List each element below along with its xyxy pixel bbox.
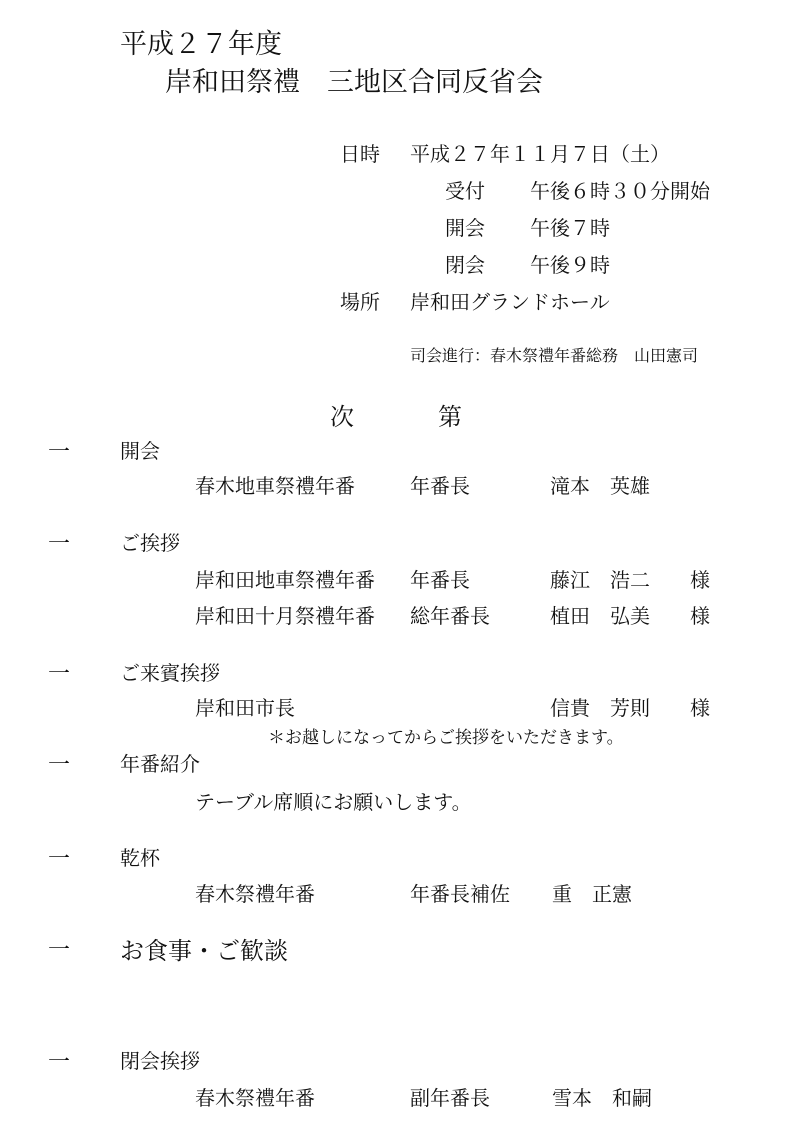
bullet-mark: 一: [48, 662, 71, 687]
section-title: 開会: [120, 439, 160, 463]
document-title: 岸和田祭禮 三地区合同反省会: [165, 67, 543, 98]
row-org: 春木地車祭禮年番: [195, 474, 355, 498]
note-text: ＊お越しになってからご挨拶をいただきます。: [268, 728, 624, 748]
schedule-time: 午後６時３０分開始: [530, 179, 710, 203]
row-name: 植田 弘美: [550, 604, 650, 628]
row-name: 雪本 和嗣: [552, 1086, 652, 1110]
row-name: 滝本 英雄: [550, 474, 650, 498]
schedule-label: 開会: [445, 216, 485, 240]
section-title: 閉会挨拶: [120, 1049, 200, 1073]
section-title: お食事・ご歓談: [120, 937, 288, 965]
row-honorific: 様: [690, 604, 710, 628]
schedule-time: 午後９時: [530, 253, 610, 277]
bullet-mark: 一: [48, 938, 71, 963]
schedule-time: 午後７時: [530, 216, 610, 240]
section-title: ご来賓挨拶: [120, 661, 220, 685]
bullet-mark: 一: [48, 440, 71, 465]
row-org: 春木祭禮年番: [195, 882, 315, 906]
row-role: 総年番長: [410, 604, 490, 628]
place-label: 場所: [340, 290, 380, 314]
row-honorific: 様: [690, 696, 710, 720]
datetime-label: 日時: [340, 142, 380, 166]
section-title: 年番紹介: [120, 752, 200, 776]
schedule-label: 閉会: [445, 253, 485, 277]
section-text: テーブル席順にお願いします。: [195, 790, 472, 814]
row-role: 年番長補佐: [410, 882, 510, 906]
row-honorific: 様: [690, 568, 710, 592]
bullet-mark: 一: [48, 753, 71, 778]
row-name: 信貴 芳則: [550, 696, 650, 720]
row-name: 重 正憲: [552, 882, 632, 906]
section-title: 乾杯: [120, 846, 160, 870]
row-org: 岸和田十月祭禮年番: [195, 604, 375, 628]
bullet-mark: 一: [48, 532, 71, 557]
schedule-label: 受付: [445, 179, 485, 203]
row-org: 岸和田市長: [195, 696, 295, 720]
row-role: 年番長: [410, 474, 470, 498]
document-year: 平成２７年度: [120, 29, 282, 60]
row-name: 藤江 浩二: [550, 568, 650, 592]
row-org: 春木祭禮年番: [195, 1086, 315, 1110]
program-heading-1: 次: [330, 403, 354, 431]
row-org: 岸和田地車祭禮年番: [195, 568, 375, 592]
event-date: 平成２７年１１月７日（土）: [410, 142, 670, 166]
row-role: 年番長: [410, 568, 470, 592]
event-place: 岸和田グランドホール: [410, 290, 610, 314]
row-role: 副年番長: [410, 1086, 490, 1110]
program-heading-2: 第: [438, 403, 462, 431]
bullet-mark: 一: [48, 847, 71, 872]
bullet-mark: 一: [48, 1050, 71, 1075]
section-title: ご挨拶: [120, 531, 180, 555]
mc-line: 司会進行：春木祭禮年番総務 山田憲司: [410, 346, 699, 365]
